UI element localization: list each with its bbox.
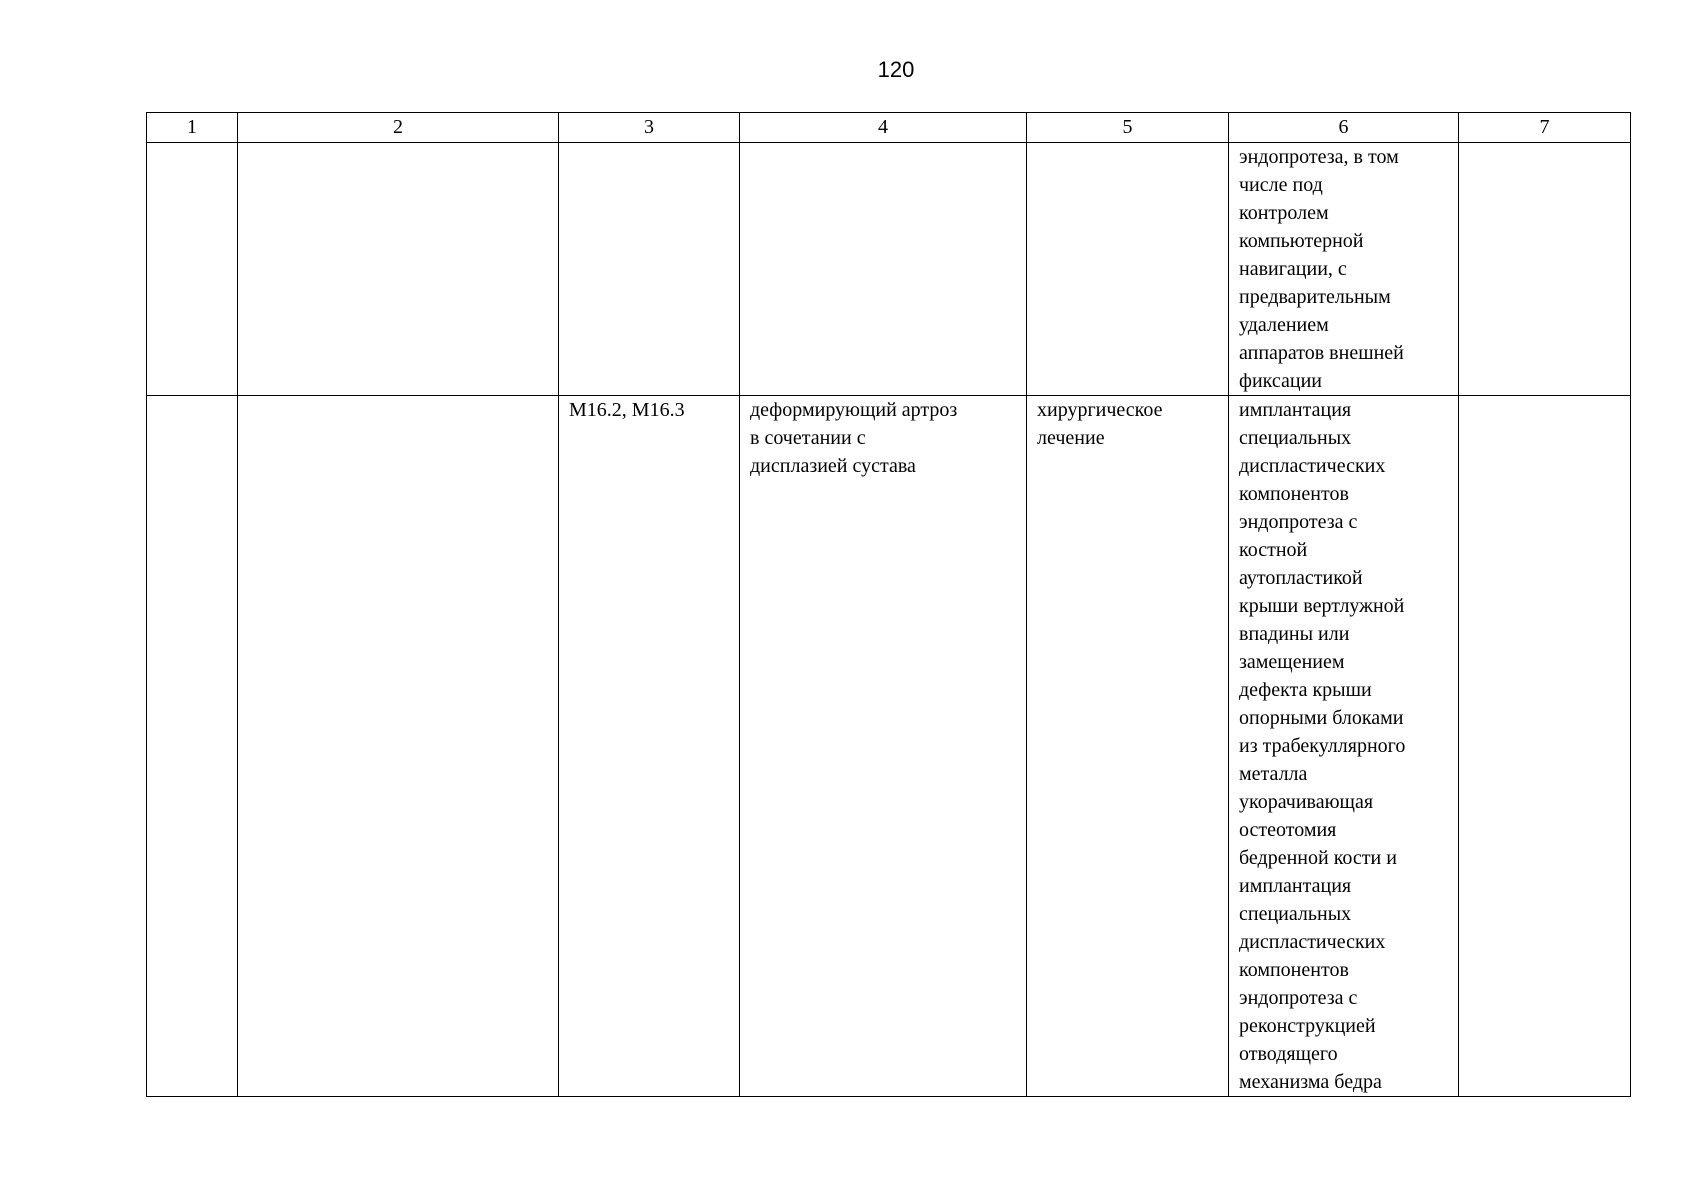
column-header: 6: [1229, 113, 1459, 143]
table-cell: [1027, 143, 1229, 396]
table-cell: деформирующий артроз в сочетании с дисплазией сустава: [740, 396, 1027, 1097]
table-cell: хирургическое лечение: [1027, 396, 1229, 1097]
table-cell: [740, 143, 1027, 396]
column-header: 5: [1027, 113, 1229, 143]
table-cell: [238, 143, 559, 396]
table-cell: эндопротеза, в том числе под контролем компьютерной навигации, с предварительным удалением аппаратов внешней фиксации: [1229, 143, 1459, 396]
table-cell: M16.2, M16.3: [559, 396, 740, 1097]
column-header: 7: [1459, 113, 1631, 143]
page-number: 120: [877, 57, 915, 82]
table-row: [147, 143, 1631, 396]
table-header-row: [147, 113, 1631, 143]
column-header: 2: [238, 113, 559, 143]
table-cell: [559, 143, 740, 396]
table-cell: имплантация специальных диспластических компонентов эндопротеза с костной аутопластикой крыши вертлужной впадины или замещением дефекта крыши опорными блоками из трабекуллярного металла укорачивающая остеотомия бедренной кости и имплантация специальных диспластических компонентов эндопротеза с реконструкцией отводящего механизма бедра: [1229, 396, 1459, 1097]
table-row: [147, 396, 1631, 1097]
column-header: 1: [147, 113, 238, 143]
table-cell: [1459, 396, 1631, 1097]
table-cell: [238, 396, 559, 1097]
table-cell: [1459, 143, 1631, 396]
column-header: 3: [559, 113, 740, 143]
column-header: 4: [740, 113, 1027, 143]
table-cell: [147, 143, 238, 396]
document-table: [146, 112, 1631, 1097]
table-cell: [147, 396, 238, 1097]
